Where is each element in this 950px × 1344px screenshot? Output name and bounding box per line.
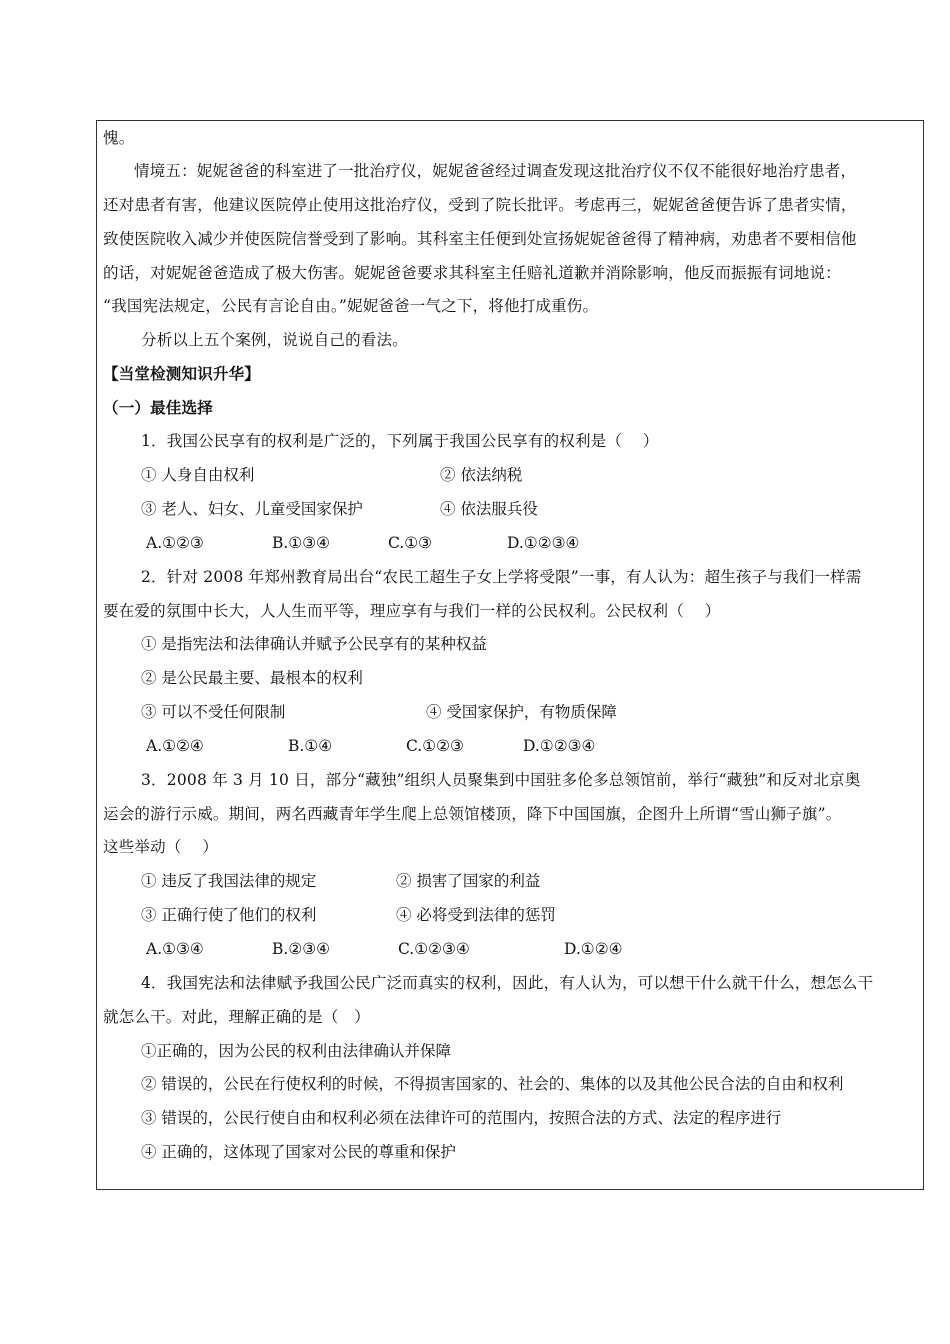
q2-item-1: ① 是指宪法和法律确认并赋予公民享有的某种权益 — [141, 635, 487, 653]
scenario5-line4: 的话，对妮妮爸爸造成了极大伤害。妮妮爸爸要求其科室主任赔礼道歉并消除影响，他反而振振有词地说： — [103, 264, 841, 282]
q4-item-1: ①正确的，因为公民的权利由法律确认并保障 — [141, 1042, 452, 1060]
q2-choice-c: C.①②③ — [406, 737, 464, 755]
q2-item-2: ② 是公民最主要、最根本的权利 — [141, 669, 363, 687]
q1-choice-a: A.①②③ — [146, 534, 204, 552]
q3-stem-line1: 3．2008 年 3 月 10 日，部分“藏独”组织人员聚集到中国驻多伦多总领馆前，举行“藏独”和反对北京奥 — [141, 771, 861, 789]
subsection-title: （一）最佳选择 — [103, 398, 213, 417]
scenario5-line2: 还对患者有害，他建议医院停止使用这批治疗仪，受到了院长批评。考虑再三，妮妮爸爸便告诉了患者实情， — [103, 196, 857, 214]
q4-item-2: ② 错误的，公民在行使权利的时候，不得损害国家的、社会的、集体的以及其他公民合法的自由和权利 — [141, 1075, 844, 1093]
q2-item-3: ③ 可以不受任何限制 — [141, 703, 286, 721]
q4-item-4: ④ 正确的，这体现了国家对公民的尊重和保护 — [141, 1143, 456, 1161]
section-title: 【当堂检测知识升华】 — [103, 364, 261, 383]
scenario5-line0: 愧。 — [103, 129, 135, 147]
q4-item-3: ③ 错误的，公民行使自由和权利必须在法律许可的范围内，按照合法的方式、法定的程序进行 — [141, 1109, 782, 1127]
scenario5-analysis: 分析以上五个案例，说说自己的看法。 — [141, 331, 408, 349]
q3-stem-line3: 这些举动（ ） — [103, 838, 219, 856]
q4-stem-line2: 就怎么干。对此，理解正确的是（ ） — [103, 1008, 370, 1026]
q3-item-1: ① 违反了我国法律的规定 — [141, 872, 317, 890]
q3-choice-d: D.①②④ — [564, 940, 623, 958]
q1-item-1: ① 人身自由权利 — [141, 466, 255, 484]
q3-item-4: ④ 必将受到法律的惩罚 — [396, 906, 556, 924]
q3-choice-a: A.①③④ — [146, 940, 204, 958]
q2-choice-d: D.①②③④ — [523, 737, 596, 755]
q1-item-3: ③ 老人、妇女、儿童受国家保护 — [141, 500, 363, 518]
q3-item-3: ③ 正确行使了他们的权利 — [141, 906, 317, 924]
q1-choice-b: B.①③④ — [272, 534, 331, 552]
q3-choice-c: C.①②③④ — [398, 940, 470, 958]
q4-stem-line1: 4．我国宪法和法律赋予我国公民广泛而真实的权利，因此，有人认为，可以想干什么就干什么，想怎么干 — [141, 974, 874, 992]
q3-choice-b: B.②③④ — [272, 940, 331, 958]
q1-choice-d: D.①②③④ — [507, 534, 580, 552]
q2-choice-a: A.①②④ — [146, 737, 204, 755]
q3-stem-line2: 运会的游行示威。期间，两名西藏青年学生爬上总领馆楼顶，降下中国国旗，企图升上所谓“雪山狮子旗”。 — [103, 805, 842, 823]
q2-item-4: ④ 受国家保护，有物质保障 — [426, 703, 617, 721]
scenario5-line1: 情境五：妮妮爸爸的科室进了一批治疗仪，妮妮爸爸经过调查发现这批治疗仪不仅不能很好地治疗患者， — [134, 162, 857, 180]
q2-stem-line2: 要在爱的氛围中长大，人人生而平等，理应享有与我们一样的公民权利。公民权利（ ） — [103, 602, 721, 620]
q1-item-4: ④ 依法服兵役 — [440, 500, 538, 518]
q1-choice-c: C.①③ — [388, 534, 433, 552]
q2-choice-b: B.①④ — [288, 737, 333, 755]
q1-item-2: ② 依法纳税 — [440, 466, 523, 484]
q1-stem: 1．我国公民享有的权利是广泛的，下列属于我国公民享有的权利是（ ） — [141, 432, 659, 450]
scenario5-line3: 致使医院收入减少并使医院信誉受到了影响。其科室主任便到处宣扬妮妮爸爸得了精神病，劝患者不要相信他 — [103, 230, 857, 248]
q2-stem-line1: 2．针对 2008 年郑州教育局出台“农民工超生子女上学将受限”一事，有人认为：超生孩子与我们一样需 — [141, 568, 862, 586]
q3-item-2: ② 损害了国家的利益 — [396, 872, 541, 890]
scenario5-line5: “我国宪法规定，公民有言论自由。”妮妮爸爸一气之下，将他打成重伤。 — [103, 297, 599, 315]
